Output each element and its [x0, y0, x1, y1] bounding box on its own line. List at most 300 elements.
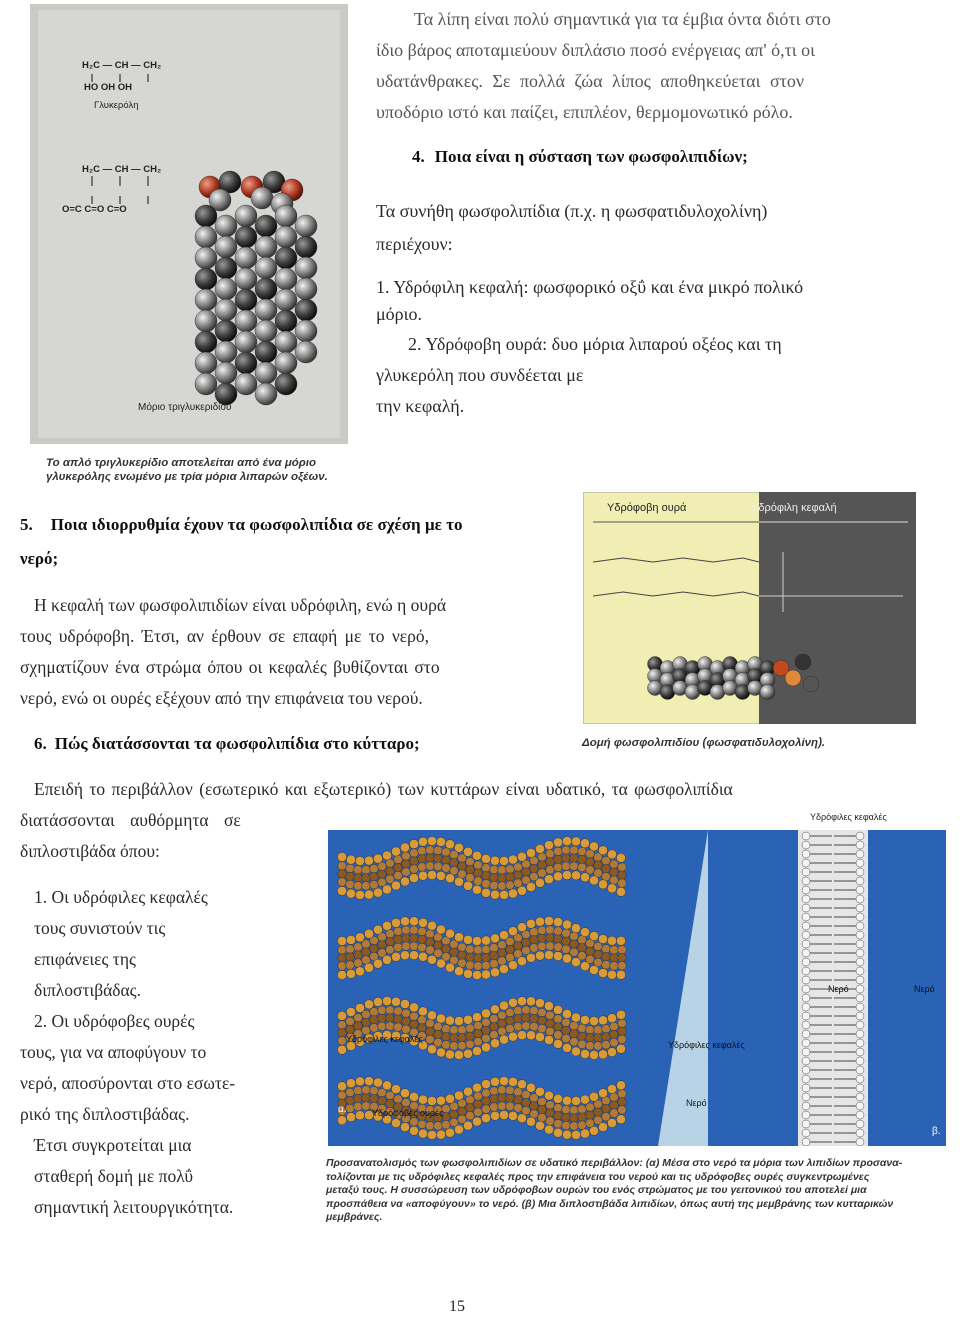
tail-bead: [578, 1113, 587, 1122]
tail-bead: [594, 1108, 603, 1117]
tail-bead: [546, 1101, 555, 1110]
head-bead: [337, 1116, 346, 1125]
tail-bead: [570, 846, 579, 855]
tail-bead: [442, 945, 451, 954]
head-bead: [391, 952, 400, 961]
head-bead: [481, 1080, 490, 1089]
head-bead: [373, 1078, 382, 1087]
tail-bead: [450, 1026, 459, 1035]
head-bead: [436, 1014, 445, 1023]
head-bead: [802, 940, 810, 948]
head-bead: [346, 969, 355, 978]
tail-bead: [546, 858, 555, 867]
q4-title: Ποια είναι η σύσταση των φωσφολιπιδίων;: [434, 147, 748, 166]
q4-line: Τα συνήθη φωσφολιπίδια (π.χ. η φωσφατιδυλοχολίνη): [376, 201, 768, 221]
tail-bead: [394, 1095, 403, 1104]
q6-list-line: ρικό της διπλοστιβάδας.: [20, 1104, 190, 1124]
atom: [195, 331, 217, 353]
head-bead: [856, 1093, 864, 1101]
head-bead: [535, 878, 544, 887]
head-bead: [571, 1096, 580, 1105]
triglyceride-figure: [30, 4, 348, 444]
head-bead: [463, 1015, 472, 1024]
tail-bead: [402, 868, 411, 877]
head-bead: [535, 917, 544, 926]
atom: [255, 215, 277, 237]
q6-list-line: σταθερή δομή με πολΰ: [34, 1166, 194, 1186]
head-bead: [427, 836, 436, 845]
tail-bead: [474, 962, 483, 971]
atom: [215, 362, 237, 384]
head-bead: [346, 935, 355, 944]
head-bead: [418, 837, 427, 846]
tail-bead: [458, 1107, 467, 1116]
q6-number: 6.: [34, 734, 47, 753]
head-bead: [454, 843, 463, 852]
atom: [275, 226, 297, 248]
tail-bead: [522, 1014, 531, 1023]
atom: [195, 310, 217, 332]
head-bead: [802, 886, 810, 894]
tail-bead: [522, 868, 531, 877]
tail-bead: [618, 1035, 627, 1044]
head-bead: [490, 1111, 499, 1120]
formula-glycerol: H₂C — CH — CH₂: [82, 60, 162, 71]
head-bead: [802, 868, 810, 876]
head-bead: [598, 1050, 607, 1059]
head-bead: [802, 859, 810, 867]
head-bead: [598, 1122, 607, 1131]
molecule-label: Μόριο τριγλυκεριδίου: [138, 402, 232, 413]
tail-bead: [394, 1007, 403, 1016]
tail-bead: [578, 1105, 587, 1114]
head-bead: [490, 890, 499, 899]
tail-bead: [610, 1030, 619, 1039]
atom: [195, 268, 217, 290]
tail-bead: [490, 865, 499, 874]
q4-number: 4.: [412, 147, 425, 166]
tail-bead: [554, 1031, 563, 1040]
head-bead: [499, 1001, 508, 1010]
head-bead: [418, 871, 427, 880]
tail-bead: [570, 1021, 579, 1030]
head-bead: [535, 1087, 544, 1096]
tail-bead: [474, 954, 483, 963]
head-bead: [607, 850, 616, 859]
tail-bead: [458, 943, 467, 952]
head-bead: [802, 1102, 810, 1110]
head-bead: [535, 951, 544, 960]
tail-bead: [370, 1086, 379, 1095]
tail-bead: [362, 866, 371, 875]
tail-bead: [538, 926, 547, 935]
tail-bead: [594, 861, 603, 870]
q6-line: διπλοστιβάδα όπου:: [20, 841, 160, 861]
tail-bead: [594, 1042, 603, 1051]
atom: [295, 236, 317, 258]
head-bead: [856, 1003, 864, 1011]
tail-bead: [338, 962, 347, 971]
tail-bead: [410, 942, 419, 951]
head-atom: [795, 654, 811, 670]
head-bead: [355, 933, 364, 942]
head-bead: [445, 1050, 454, 1059]
head-bead: [481, 1114, 490, 1123]
tail-bead: [498, 1019, 507, 1028]
tail-bead: [458, 1041, 467, 1050]
atom: [235, 331, 257, 353]
atom: [255, 236, 277, 258]
head-bead: [802, 877, 810, 885]
page-number: 15: [449, 1298, 465, 1315]
head-bead: [589, 1126, 598, 1135]
head-bead: [580, 1015, 589, 1024]
head-bead: [436, 1096, 445, 1105]
atom: [195, 205, 217, 227]
intro-line: Τα λίπη είναι πολύ σημαντικά για τα έμβια όντα διότι στο: [414, 9, 831, 29]
head-bead: [553, 1039, 562, 1048]
tail-bead: [466, 961, 475, 970]
tail-bead: [338, 1029, 347, 1038]
q6-list-line: διπλοστιβάδας.: [34, 980, 141, 1000]
head-bead: [346, 1079, 355, 1088]
tail-bead: [610, 876, 619, 885]
head-bead: [355, 890, 364, 899]
tail-bead: [602, 1032, 611, 1041]
q6-list-line: τους, για να αποφύγουν το: [20, 1042, 207, 1062]
head-bead: [562, 954, 571, 963]
tail-bead: [458, 959, 467, 968]
head-bead: [562, 920, 571, 929]
tail-bead: [498, 1102, 507, 1111]
tail-bead: [346, 1017, 355, 1026]
tail-bead: [458, 1025, 467, 1034]
q5-line: Η κεφαλή των φωσφολιπιδίων είναι υδρόφιλη, ενώ η ουρά: [34, 595, 446, 615]
tail-bead: [562, 945, 571, 954]
tail-bead: [346, 945, 355, 954]
tail-bead: [386, 929, 395, 938]
tail-bead: [354, 959, 363, 968]
tail-bead: [394, 927, 403, 936]
head-bead: [382, 955, 391, 964]
tail-bead: [586, 858, 595, 867]
head-bead: [517, 1080, 526, 1089]
head-bead: [802, 1003, 810, 1011]
tail-bead: [602, 1040, 611, 1049]
q6-heading: [34, 734, 420, 754]
head-bead: [856, 949, 864, 957]
head-bead: [445, 929, 454, 938]
head-bead: [589, 1092, 598, 1101]
phospholipid-figure: [583, 492, 916, 724]
atom: [275, 289, 297, 311]
head-bead: [436, 1130, 445, 1139]
tail-bead: [530, 864, 539, 873]
atom: [275, 310, 297, 332]
tail-bead: [594, 1034, 603, 1043]
tail-bead: [490, 943, 499, 952]
head-bead: [400, 1123, 409, 1132]
phospholipid-caption: Δομή φωσφολιπιδίου (φωσφατιδυλοχολίνη).: [582, 737, 826, 749]
tail-bead: [466, 1103, 475, 1112]
tail-bead: [434, 854, 443, 863]
head-bead: [454, 967, 463, 976]
tail-bead: [370, 1008, 379, 1017]
tail-bead: [378, 941, 387, 950]
tail-bead: [426, 946, 435, 955]
head-bead: [580, 962, 589, 971]
tail-bead: [610, 1109, 619, 1118]
phospholipid-illustration: [583, 492, 916, 724]
bilayer-caption-line: τολίζονται με τις υδρόφιλες κεφαλές προς την επιφάνεια του νερού και τις υδρόφοβες ουρές συγκεντρωμένες: [326, 1170, 870, 1183]
tail-bead: [466, 857, 475, 866]
head-bead: [616, 1044, 625, 1053]
head-bead: [802, 1120, 810, 1128]
head-bead: [337, 970, 346, 979]
head-bead: [802, 832, 810, 840]
tail-bead: [546, 926, 555, 935]
tail-bead: [618, 945, 627, 954]
tail-bead: [570, 854, 579, 863]
tail-bead: [586, 1025, 595, 1034]
tail-bead: [474, 1108, 483, 1117]
tail-bead: [562, 1026, 571, 1035]
q6-title: Πώς διατάσσονται τα φωσφολιπίδια στο κύτταρο;: [54, 734, 420, 753]
label-water-mid: Νερό: [686, 1098, 707, 1108]
tail-bead: [410, 1020, 419, 1029]
tail-bead: [410, 1118, 419, 1127]
head-bead: [802, 1030, 810, 1038]
head-bead: [481, 888, 490, 897]
head-bead: [802, 931, 810, 939]
head-bead: [472, 851, 481, 860]
q5-number: 5.: [20, 515, 33, 534]
tail-bead: [346, 864, 355, 873]
tail-bead: [370, 880, 379, 889]
tail-bead: [418, 855, 427, 864]
head-bead: [499, 856, 508, 865]
tail-bead: [490, 881, 499, 890]
head-bead: [436, 871, 445, 880]
head-bead: [856, 976, 864, 984]
head-bead: [856, 1057, 864, 1065]
head-bead: [409, 917, 418, 926]
tail-bead: [530, 928, 539, 937]
head-bead: [391, 881, 400, 890]
head-bead: [580, 1095, 589, 1104]
tail-bead: [498, 874, 507, 883]
tail-bead: [354, 951, 363, 960]
tail-bead: [402, 1098, 411, 1107]
head-bead: [373, 925, 382, 934]
tail-bead: [610, 1022, 619, 1031]
tail-bead: [418, 943, 427, 952]
head-bead: [391, 847, 400, 856]
head-bead: [445, 840, 454, 849]
head-bead: [553, 872, 562, 881]
head-bead: [463, 881, 472, 890]
tail-bead: [562, 1105, 571, 1114]
head-bead: [382, 921, 391, 930]
q4-item-2: 2. Υδρόφοβη ουρά: δυο μόρια λιπαρού οξέος και τη: [408, 334, 782, 354]
head-bead: [526, 1031, 535, 1040]
q5-body: [20, 590, 551, 714]
atom: [275, 247, 297, 269]
tail-bead: [362, 874, 371, 883]
head-bead: [436, 925, 445, 934]
tail-bead: [570, 940, 579, 949]
tail-bead: [402, 1025, 411, 1034]
tail-bead: [602, 960, 611, 969]
tail-bead: [514, 942, 523, 951]
head-bead: [856, 886, 864, 894]
tail-bead: [570, 862, 579, 871]
head-bead: [490, 1039, 499, 1048]
head-bead: [580, 928, 589, 937]
head-bead: [856, 841, 864, 849]
head-bead: [499, 1110, 508, 1119]
tail-bead: [506, 1008, 515, 1017]
head-bead: [445, 1094, 454, 1103]
tail-bead: [450, 1034, 459, 1043]
atom: [235, 226, 257, 248]
head-bead: [544, 875, 553, 884]
head-bead: [463, 847, 472, 856]
tail-bead: [482, 872, 491, 881]
head-bead: [571, 1047, 580, 1056]
tail-bead: [466, 873, 475, 882]
tail-bead: [618, 1090, 627, 1099]
tail-bead: [346, 953, 355, 962]
head-bead: [355, 856, 364, 865]
tail-bead: [490, 1103, 499, 1112]
tail-bead: [386, 1014, 395, 1023]
tail-bead: [554, 943, 563, 952]
tail-bead: [426, 846, 435, 855]
head-bead: [400, 917, 409, 926]
tail-bead: [610, 946, 619, 955]
tail-bead: [458, 951, 467, 960]
tail-bead: [554, 1103, 563, 1112]
q6-list-line: Έτσι συγκροτείται μια: [34, 1135, 192, 1155]
tail-bead: [354, 881, 363, 890]
head-bead: [499, 931, 508, 940]
head-bead: [463, 1121, 472, 1130]
head-bead: [490, 934, 499, 943]
q6-list-line: τους συνιστούν τις: [34, 918, 166, 938]
head-bead: [562, 1130, 571, 1139]
tail-bead: [618, 1098, 627, 1107]
head-bead: [856, 931, 864, 939]
tail-bead: [490, 1095, 499, 1104]
tail-bead: [618, 1027, 627, 1036]
atom: [215, 236, 237, 258]
tail-bead: [402, 1017, 411, 1026]
atom: [195, 226, 217, 248]
head-atom: [785, 670, 801, 686]
head-bead: [346, 855, 355, 864]
tail-bead: [586, 1033, 595, 1042]
head-bead: [499, 965, 508, 974]
tail-bead: [578, 1040, 587, 1049]
tail-bead: [490, 1030, 499, 1039]
tail-bead: [426, 1121, 435, 1130]
tail-bead: [546, 850, 555, 859]
tail-bead: [346, 961, 355, 970]
q4-item-2-cont: γλυκερόλη που συνδέεται με: [376, 365, 584, 385]
tail-bead: [482, 1034, 491, 1043]
tail-bead: [434, 1030, 443, 1039]
head-bead: [571, 924, 580, 933]
tail-bead: [370, 864, 379, 873]
head-bead: [802, 958, 810, 966]
tail-bead: [498, 941, 507, 950]
tail-bead: [426, 938, 435, 947]
tail-bead: [338, 1021, 347, 1030]
head-bead: [598, 934, 607, 943]
formula-glycerol-oh: HO OH OH: [84, 82, 133, 93]
tail-bead: [610, 962, 619, 971]
tail-bead: [538, 1105, 547, 1114]
head-bead: [382, 996, 391, 1005]
q6-list: [20, 882, 320, 1223]
tail-bead: [514, 863, 523, 872]
head-bead: [553, 951, 562, 960]
tail-bead: [554, 1111, 563, 1120]
head-bead: [373, 854, 382, 863]
tail-bead: [466, 1040, 475, 1049]
head-bead: [526, 919, 535, 928]
tail-bead: [618, 1106, 627, 1115]
head-bead: [409, 1126, 418, 1135]
tail-bead: [578, 863, 587, 872]
head-bead: [802, 1021, 810, 1029]
q5-line: νερό, ενώ οι ουρές εξέχουν από την επιφάνεια του νερού.: [20, 688, 423, 708]
head-bead: [802, 1012, 810, 1020]
head-bead: [517, 923, 526, 932]
head-bead: [802, 922, 810, 930]
head-bead: [508, 927, 517, 936]
head-bead: [490, 856, 499, 865]
tail-bead: [506, 1086, 515, 1095]
tail-bead: [466, 865, 475, 874]
head-bead: [391, 997, 400, 1006]
tail-bead: [498, 949, 507, 958]
head-bead: [802, 1066, 810, 1074]
head-bead: [517, 886, 526, 895]
head-bead: [616, 970, 625, 979]
head-bead: [418, 1129, 427, 1138]
formula-ester-co: O=C C=O C=O: [62, 204, 127, 215]
tail-bead: [434, 941, 443, 950]
head-bead: [481, 854, 490, 863]
tail-bead: [498, 866, 507, 875]
tail-bead: [562, 937, 571, 946]
q6-list-line: επιφάνειες της: [34, 949, 136, 969]
head-bead: [616, 1081, 625, 1090]
tail-bead: [346, 1025, 355, 1034]
tail-bead: [442, 1025, 451, 1034]
q6-list-line: 1. Οι υδρόφιλες κεφαλές: [34, 887, 208, 907]
atom: [215, 299, 237, 321]
head-bead: [409, 873, 418, 882]
tail-bead: [362, 948, 371, 957]
atom: [295, 299, 317, 321]
atom: [255, 341, 277, 363]
tail-bead: [482, 864, 491, 873]
tail-bead: [418, 847, 427, 856]
tail-bead: [554, 855, 563, 864]
